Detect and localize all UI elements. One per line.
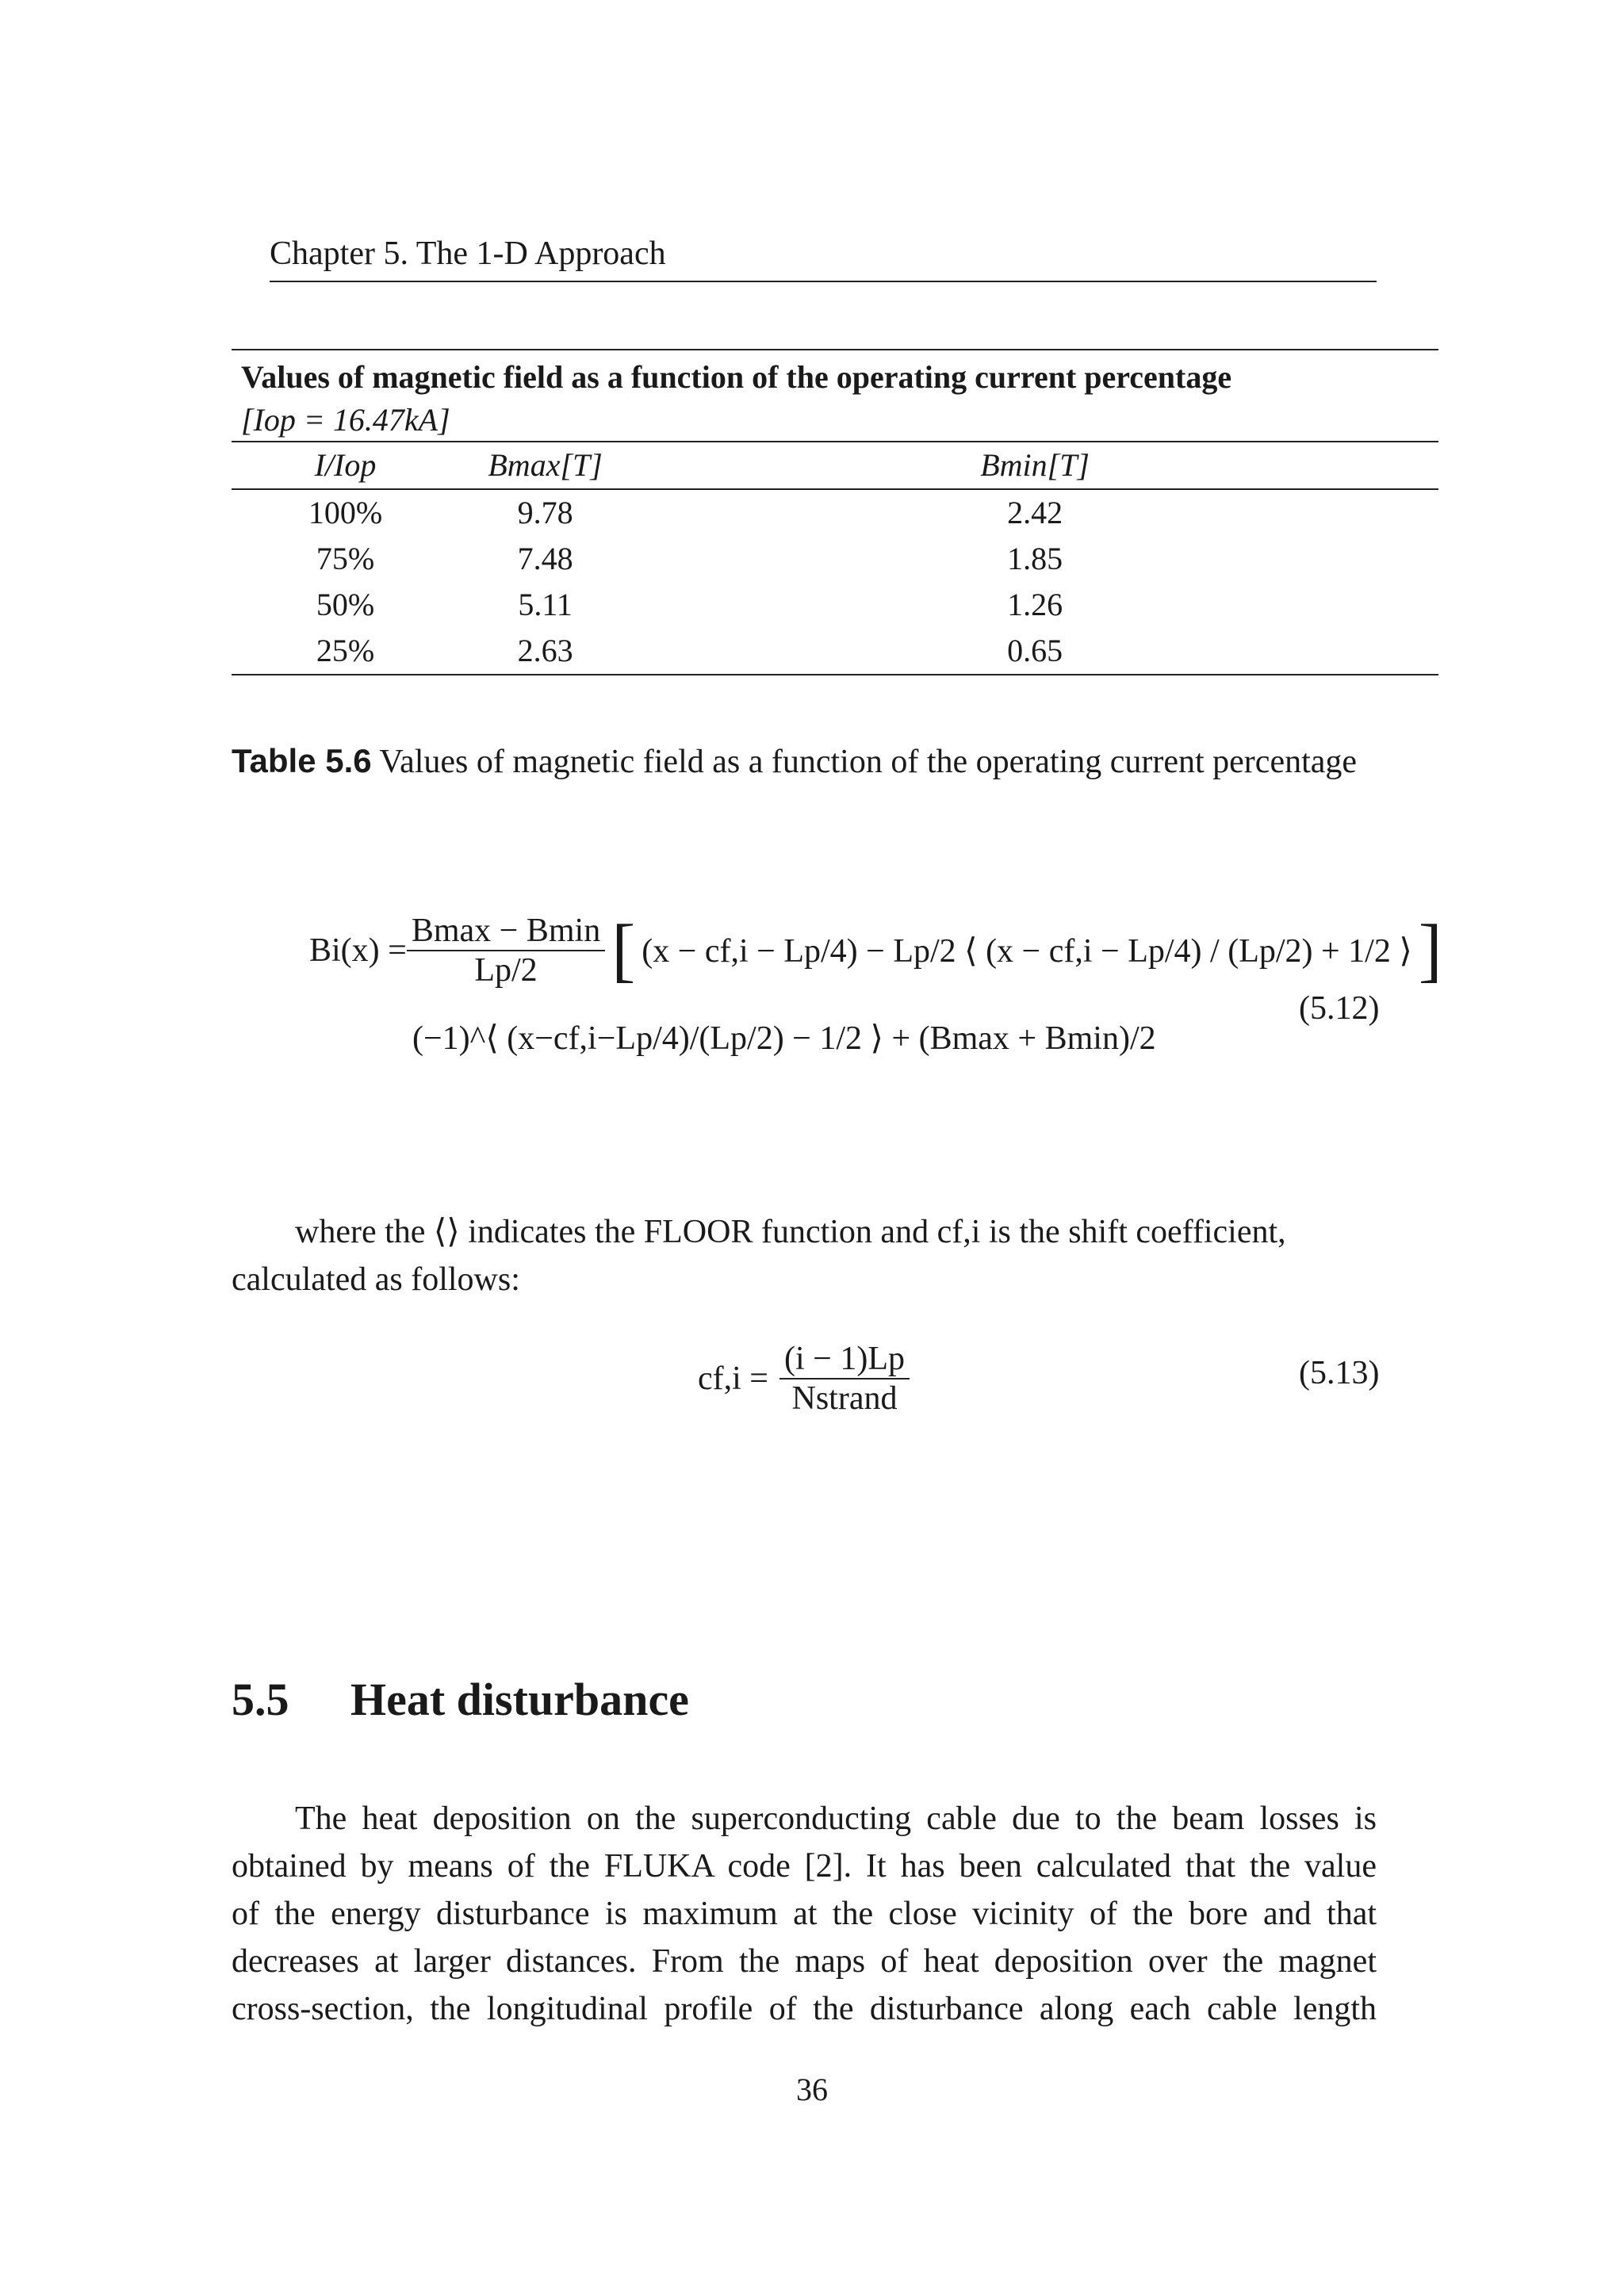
- column-header: Bmax[T]: [488, 447, 603, 483]
- equation-5-13: [698, 1340, 910, 1418]
- section-number: 5.5: [232, 1674, 289, 1725]
- equation-5-12: Bi(x) = $\frac{Bmax - Bmin}{Lp/2}$ [ (x − cf,i − Lp/4) − Lp/2 ⟨ (x − cf,i − Lp/4) / (Lp/2) + 1/2 ⟩ ] (−1)^⟨ (x−cf,i−Lp/4)/(Lp/2) − 1/2 ⟩ + (Bmax + Bmin)/2: [309, 911, 1442, 1057]
- table-caption: [232, 742, 1357, 781]
- table-subtitle: [Iop = 16.47kA]: [241, 402, 450, 438]
- where-paragraph: where the ⟨⟩ indicates the FLOOR function and cf,i is the shift coefficient, calculated as follows:: [232, 1214, 1286, 1298]
- table-title: Values of magnetic field as a function of the operating current percentage: [241, 359, 1232, 395]
- running-header: Chapter 5. The 1-D Approach: [270, 235, 1377, 282]
- section-heading: [232, 1673, 689, 1726]
- equation-lhs: Bi(x) =: [309, 932, 407, 969]
- table-row: [232, 628, 1438, 674]
- equation-number: (5.12): [1299, 990, 1380, 1027]
- caption-text: Values of magnetic field as a function of the operating current percentage: [379, 744, 1358, 780]
- paragraph-line: decreases at larger distances. From the maps of heat deposition over the magnet: [232, 1943, 1377, 1980]
- data-table: [232, 349, 1438, 675]
- fraction: $\frac{(i - 1)Lp}{\text{Nstrand}}$: [779, 1340, 910, 1418]
- table-cell: 5.11: [518, 587, 573, 622]
- table-cell: 75%: [316, 541, 375, 576]
- table-cell: 7.48: [517, 541, 573, 576]
- equation-body: (x − cf,i − Lp/4) − Lp/2 ⟨ (x − cf,i − Lp/4) / (Lp/2) + 1/2 ⟩: [642, 933, 1412, 970]
- column-header: I/Iop: [314, 447, 377, 483]
- table-cell: 25%: [316, 633, 375, 668]
- body-paragraph: [232, 1795, 1377, 2033]
- table-cell: 2.42: [1007, 495, 1063, 530]
- equation-lhs: cf,i =: [698, 1360, 768, 1397]
- table-cell: 1.85: [1007, 541, 1063, 576]
- caption-label: Table 5.6: [232, 742, 372, 779]
- page-number: 36: [796, 2072, 828, 2107]
- paragraph-line: The heat deposition on the superconducting cable due to the beam losses is: [295, 1800, 1377, 1837]
- table-cell: 1.26: [1007, 587, 1063, 622]
- column-header: Bmin[T]: [980, 447, 1090, 483]
- section-title: Heat disturbance: [350, 1674, 689, 1725]
- equation-number: (5.13): [1299, 1355, 1380, 1391]
- paragraph-line: cross-section, the longitudinal profile of the disturbance along each cable length: [232, 1991, 1377, 2027]
- table-bottom-rule: [232, 674, 1438, 675]
- fraction: $\frac{Bmax - Bmin}{Lp/2}$: [407, 912, 605, 989]
- table-row: [232, 490, 1438, 536]
- table-header-row: [232, 442, 1438, 488]
- table-cell: 100%: [308, 495, 383, 530]
- paragraph-line: obtained by means of the FLUKA code [2]. It has been calculated that the value: [232, 1848, 1377, 1885]
- paragraph-line: of the energy disturbance is maximum at the close vicinity of the bore and that: [232, 1896, 1377, 1932]
- equation-line-2: (−1)^⟨ (x−cf,i−Lp/4)/(Lp/2) − 1/2 ⟩ + (Bmax + Bmin)/2: [412, 1020, 1156, 1057]
- table-cell: 2.63: [517, 633, 573, 668]
- table-cell: 50%: [316, 587, 375, 622]
- table-row: [232, 536, 1438, 582]
- table-cell: 0.65: [1007, 633, 1063, 668]
- table-cell: 9.78: [517, 495, 573, 530]
- table-row: [232, 582, 1438, 628]
